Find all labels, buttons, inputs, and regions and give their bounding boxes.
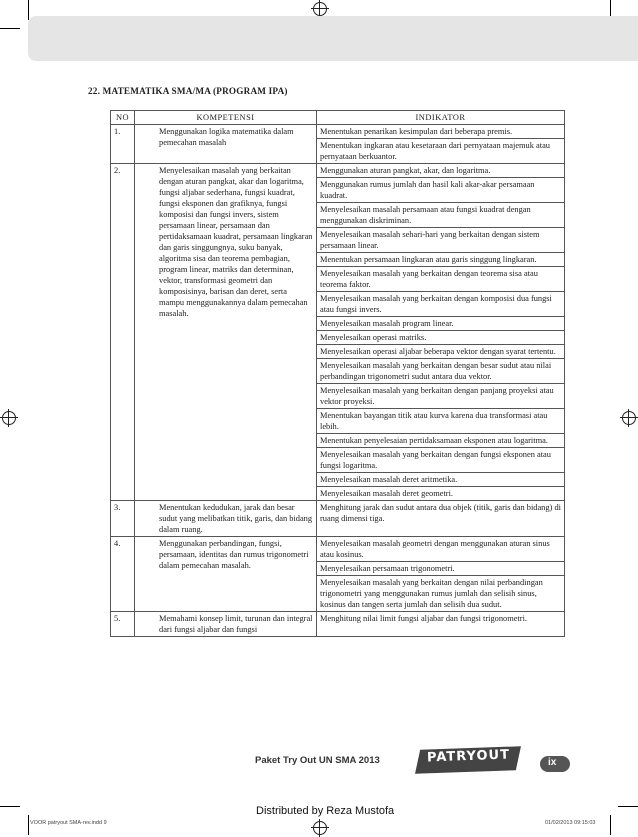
row-number: 3. — [111, 501, 135, 537]
header-kompetensi: KOMPETENSI — [135, 111, 317, 125]
indikator-cell: Menghitung nilai limit fungsi aljabar dan fungsi trigonometri. — [317, 612, 565, 637]
indikator-cell: Menyelesaikan operasi matriks. — [317, 331, 565, 345]
indikator-cell: Menentukan penarikan kesimpulan dari beberapa premis. — [317, 125, 565, 139]
indikator-cell: Menentukan bayangan titik atau kurva karena dua transformasi atau lebih. — [317, 409, 565, 434]
indikator-cell: Menyelesaikan masalah geometri dengan menggunakan aturan sinus atau kosinus. — [317, 537, 565, 562]
row-number: 4. — [111, 537, 135, 612]
kompetensi-cell: Menyelesaikan masalah yang berkaitan dengan aturan pangkat, akar dan logaritma, fungsi aljabar sederhana, fungsi kuadrat, fungsi eksponen dan grafiknya, fungsi komposisi dan fungsi invers, sistem persamaan linear, persamaan dan pertidaksamaan kuadrat, persamaan lingkaran dan garis singgungnya, suku banyak, algoritma sisa dan teorema pembagian, program linear, matriks dan determinan, vektor, transformasi geometri dan komposisinya, barisan dan deret, serta mampu menggunakannya dalam pemecahan masalah. — [135, 164, 317, 501]
indikator-cell: Menentukan ingkaran atau kesetaraan dari pernyataan majemuk atau pernyataan berkuantor. — [317, 139, 565, 164]
distributed-by: Distributed by Reza Mustofa — [256, 805, 395, 817]
indikator-cell: Menyelesaikan masalah yang berkaitan dengan panjang proyeksi atau vektor proyeksi. — [317, 384, 565, 409]
indikator-cell: Menentukan persamaan lingkaran atau garis singgung lingkaran. — [317, 253, 565, 267]
table-row — [111, 612, 565, 637]
table-row — [111, 164, 565, 178]
indikator-cell: Menyelesaikan masalah persamaan atau fungsi kuadrat dengan menggunakan diskriminan. — [317, 203, 565, 228]
registration-mark-icon — [313, 821, 327, 835]
slug-file: VOOR patryout SMA-rev.indd 9 — [30, 820, 107, 826]
registration-mark-icon — [313, 2, 327, 16]
indikator-cell: Menyelesaikan masalah yang berkaitan dengan nilai perbandingan trigonometri yang menggunakan rumus jumlah dan selisih sinus, kosinus dan tangen serta jumlah dan selisih dua sudut. — [317, 576, 565, 612]
indikator-cell: Menyelesaikan masalah yang berkaitan dengan komposisi dua fungsi atau fungsi invers. — [317, 292, 565, 317]
section-title: 22. MATEMATIKA SMA/MA (PROGRAM IPA) — [88, 86, 288, 96]
indikator-cell: Menyelesaikan masalah yang berkaitan dengan teorema sisa atau teorema faktor. — [317, 267, 565, 292]
crop-mark — [618, 806, 638, 807]
book-title: Paket Try Out UN SMA 2013 — [255, 755, 380, 766]
slug-datetime: 01/02/2013 09:15:03 — [545, 820, 596, 826]
indikator-cell: Menyelesaikan operasi aljabar beberapa vektor dengan syarat tertentu. — [317, 345, 565, 359]
crop-mark — [610, 815, 611, 835]
header-band — [28, 16, 638, 61]
indikator-cell: Menyelesaikan masalah yang berkaitan dengan besar sudut atau nilai perbandingan trigonometri sudut antara dua vektor. — [317, 359, 565, 384]
registration-mark-icon — [622, 411, 636, 425]
kompetensi-cell: Menggunakan logika matematika dalam pemecahan masalah — [135, 125, 317, 164]
row-number: 5. — [111, 612, 135, 637]
indikator-cell: Menyelesaikan masalah program linear. — [317, 317, 565, 331]
brand-logo: PATRYOUT — [426, 747, 511, 766]
indikator-cell: Menggunakan rumus jumlah dan hasil kali akar-akar persamaan kuadrat. — [317, 178, 565, 203]
kompetensi-cell: Menentukan kedudukan, jarak dan besar sudut yang melibatkan titik, garis, dan bidang dalam ruang. — [135, 501, 317, 537]
crop-mark — [0, 28, 20, 29]
header-indikator: INDIKATOR — [317, 111, 565, 125]
indikator-cell: Menghitung jarak dan sudut antara dua objek (titik, garis dan bidang) di ruang dimensi tiga. — [317, 501, 565, 537]
row-number: 2. — [111, 164, 135, 501]
indikator-cell: Menyelesaikan masalah yang berkaitan dengan fungsi eksponen atau fungsi logaritma. — [317, 448, 565, 473]
registration-mark-icon — [2, 411, 16, 425]
table-row — [111, 501, 565, 537]
competency-table — [110, 110, 565, 637]
table-row — [111, 125, 565, 139]
page-number: ix — [548, 757, 557, 768]
kompetensi-cell: Memahami konsep limit, turunan dan integral dari fungsi aljabar dan fungsi — [135, 612, 317, 637]
crop-mark — [28, 0, 29, 20]
table-row — [111, 537, 565, 562]
indikator-cell: Menggunakan aturan pangkat, akar, dan logaritma. — [317, 164, 565, 178]
table-header-row — [111, 111, 565, 125]
indikator-cell: Menyelesaikan persamaan trigonometri. — [317, 562, 565, 576]
crop-mark — [0, 806, 20, 807]
indikator-cell: Menyelesaikan masalah deret aritmetika. — [317, 473, 565, 487]
indikator-cell: Menentukan penyelesaian pertidaksamaan eksponen atau logaritma. — [317, 434, 565, 448]
header-no: NO — [111, 111, 135, 125]
indikator-cell: Menyelesaikan masalah deret geometri. — [317, 487, 565, 501]
row-number: 1. — [111, 125, 135, 164]
kompetensi-cell: Menggunakan perbandingan, fungsi, persamaan, identitas dan rumus trigonometri dalam pemecahan masalah. — [135, 537, 317, 612]
indikator-cell: Menyelesaikan masalah sehari-hari yang berkaitan dengan sistem persamaan linear. — [317, 228, 565, 253]
crop-mark — [28, 815, 29, 835]
